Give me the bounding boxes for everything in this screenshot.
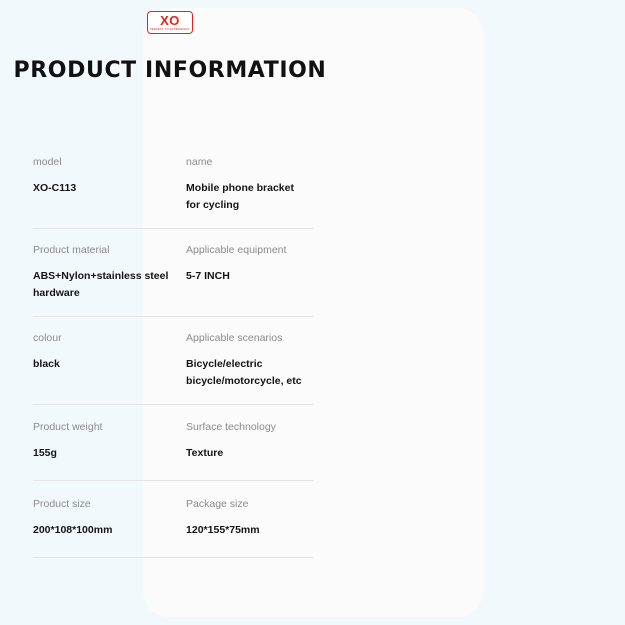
spec-label: Product weight	[33, 421, 103, 433]
xo-brand-logo	[147, 11, 193, 34]
spec-value: XO-C113	[33, 182, 77, 194]
spec-label: Package size	[186, 498, 249, 510]
spec-label: Applicable equipment	[186, 244, 287, 256]
logo-tagline: PERFECT TO EXPERIENCE	[150, 26, 190, 31]
table-row	[33, 317, 313, 404]
spec-value: ABS+Nylon+stainless steel hardware	[33, 270, 169, 299]
spec-label: colour	[33, 332, 62, 344]
spec-cell-model	[33, 155, 186, 214]
spec-value: black	[33, 358, 60, 370]
spec-value: 120*155*75mm	[186, 524, 260, 536]
table-row	[33, 155, 313, 228]
spec-cell-applicable-scenarios	[186, 331, 313, 390]
spec-value: 155g	[33, 447, 57, 459]
spec-value: 200*108*100mm	[33, 524, 113, 536]
spec-cell-name	[186, 155, 313, 214]
specifications-table	[33, 155, 313, 558]
spec-cell-applicable-equipment	[186, 243, 313, 302]
page-title: PRODUCT INFORMATION	[13, 58, 327, 83]
spec-value: Mobile phone bracket for cycling	[186, 182, 294, 211]
logo-wordmark: XO	[160, 12, 180, 28]
spec-cell-product-weight	[33, 420, 186, 462]
spec-label: Product size	[33, 498, 91, 510]
spec-label: Surface technology	[186, 421, 276, 433]
spec-value: Texture	[186, 447, 224, 459]
row-divider	[33, 557, 313, 558]
spec-value: Bicycle/electric bicycle/motorcycle, etc	[186, 358, 302, 387]
spec-cell-surface-technology	[186, 420, 313, 462]
spec-cell-product-material	[33, 243, 186, 302]
spec-label: name	[186, 156, 213, 168]
spec-value: 5-7 INCH	[186, 270, 230, 282]
spec-label: Applicable scenarios	[186, 332, 283, 344]
spec-label: model	[33, 156, 62, 168]
spec-cell-colour	[33, 331, 186, 390]
spec-label: Product material	[33, 244, 110, 256]
spec-cell-package-size	[186, 497, 313, 539]
table-row	[33, 229, 313, 316]
spec-cell-product-size	[33, 497, 186, 539]
table-row	[33, 481, 313, 557]
table-row	[33, 405, 313, 480]
